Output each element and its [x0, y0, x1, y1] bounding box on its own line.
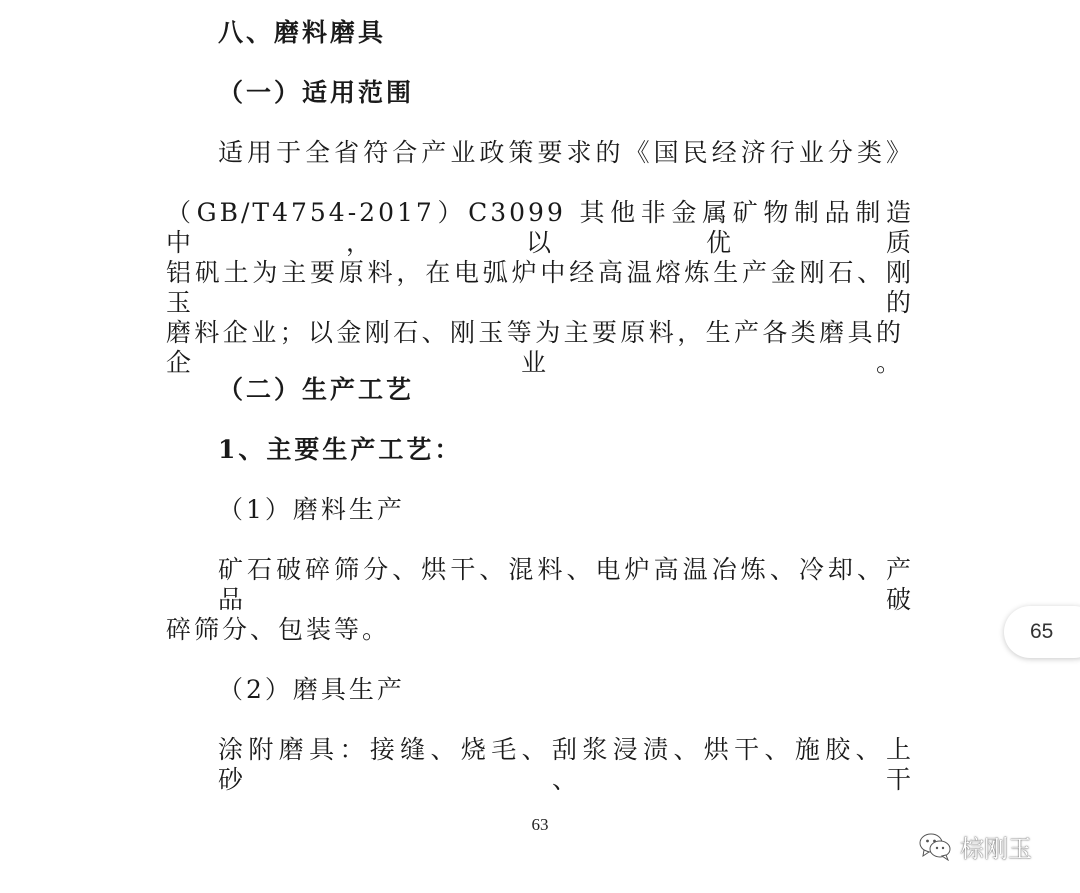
subsection-heading-process: （二）生产工艺	[218, 375, 415, 404]
watermark	[918, 826, 1032, 866]
abrasive-line-2: 碎筛分、包装等。	[166, 615, 391, 644]
page-number: 63	[531, 815, 549, 834]
page-indicator-tab[interactable]	[1004, 606, 1080, 658]
scope-line-4: 磨料企业；以金刚石、刚玉等为主要原料，生产各类磨具的企业。	[166, 318, 904, 377]
subsection-heading-scope: （一）适用范围	[218, 78, 415, 107]
wechat-icon	[918, 831, 952, 861]
watermark-text: 棕刚玉	[960, 834, 1032, 863]
tools-line-1: 涂附磨具：接缝、烧毛、刮浆浸渍、烘干、施胶、上砂、干	[218, 735, 914, 794]
tools-production-heading: （2）磨具生产	[218, 675, 405, 704]
scope-line-3: 铝矾土为主要原料，在电弧炉中经高温熔炼生产金刚石、刚玉的	[166, 258, 914, 317]
page-indicator-number: 65	[1030, 620, 1054, 643]
scope-line-1: 适用于全省符合产业政策要求的《国民经济行业分类》	[218, 138, 914, 167]
abrasive-production-heading: （1）磨料生产	[218, 495, 405, 524]
abrasive-line-1: 矿石破碎筛分、烘干、混料、电炉高温冶炼、冷却、产品破	[218, 555, 914, 614]
section-heading: 八、磨料磨具	[218, 18, 387, 47]
main-process-heading: 1、主要生产工艺：	[218, 435, 463, 464]
scope-line-2: （GB/T4754-2017）C3099 其他非金属矿物制品制造中，以优质	[166, 198, 914, 257]
